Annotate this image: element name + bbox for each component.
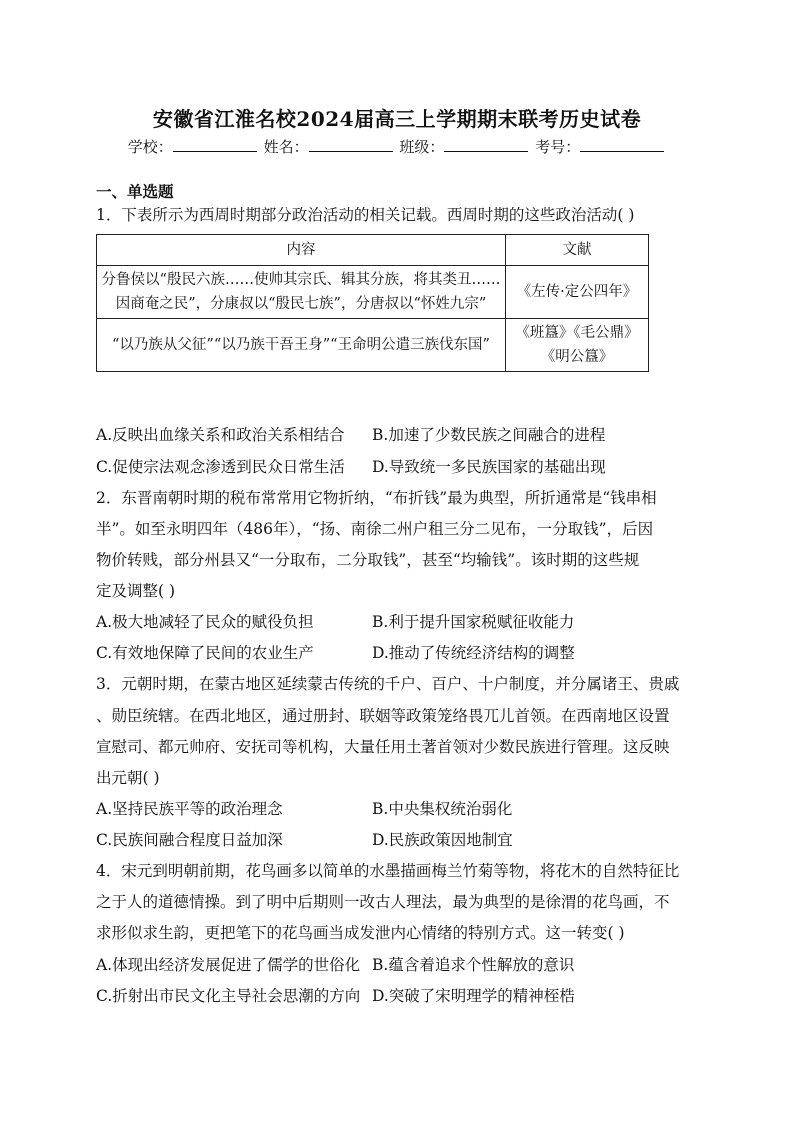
q2-line-2: 半”。如至永明四年（486年），“扬、南徐二州户租三分二见布，一分取钱”，后因: [96, 520, 654, 538]
q1-option-d: D.导致统一多民族国家的基础出现: [372, 458, 606, 476]
q1-option-a: A.反映出血缘关系和政治关系相结合: [96, 426, 345, 444]
q4-line-2: 之于人的道德情操。到了明中后期则一改古人理法，最为典型的是徐渭的花鸟画，不: [96, 893, 670, 911]
q4-line-1: 4．宋元到明朝前期，花鸟画多以简单的水墨描画梅兰竹菊等物，将花木的自然特征比: [96, 862, 680, 880]
table-row: [97, 319, 649, 372]
q3-option-b: B.中央集权统治弱化: [372, 800, 513, 818]
q1-option-b: B.加速了少数民族之间融合的进程: [372, 426, 606, 444]
exam-no-blank: [580, 137, 664, 152]
q1-option-c: C.促使宗法观念渗透到民众日常生活: [96, 458, 345, 476]
table-cell-content: 分鲁侯以“殷民六族……使帅其宗氏、辑其分族，将其类丑……因商奄之民”，分康叔以“殷民七族”，分唐叔以“怀姓九宗”: [97, 266, 506, 319]
q3-line-1: 3．元朝时期，在蒙古地区延续蒙古传统的千户、百户、十户制度，并分属诸王、贵戚: [96, 675, 680, 693]
name-blank: [309, 137, 393, 152]
class-blank: [444, 137, 528, 152]
table-cell-source: 《班簋》《毛公鼎》《明公簋》: [506, 319, 649, 372]
table-cell-source: 《左传·定公四年》: [506, 266, 649, 319]
q3-line-2: 、勋臣统辖。在西北地区，通过册封、联姻等政策笼络畏兀儿首领。在西南地区设置: [96, 707, 670, 725]
q2-option-d: D.推动了传统经济结构的调整: [372, 644, 575, 662]
table-header-row: [97, 235, 649, 266]
school-blank: [173, 137, 257, 152]
q3-option-d: D.民族政策因地制宜: [372, 831, 513, 849]
table-row: [97, 266, 649, 319]
student-info-line: [0, 136, 794, 157]
section-heading: 一、单选题: [96, 182, 174, 201]
q3-line-4: 出元朝( ): [96, 769, 160, 787]
q2-option-a: A.极大地减轻了民众的赋役负担: [96, 613, 314, 631]
q1-stem: 1．下表所示为西周时期部分政治活动的相关记载。西周时期的这些政治活动( ): [96, 206, 635, 224]
q2-option-b: B.利于提升国家税赋征收能力: [372, 613, 575, 631]
q1-source-table: [96, 234, 649, 372]
exam-title: 安徽省江淮名校2024届高三上学期期末联考历史试卷: [152, 107, 642, 131]
q4-option-d: D.突破了宋明理学的精神桎梏: [372, 987, 575, 1005]
q4-option-b: B.蕴含着追求个性解放的意识: [372, 956, 575, 974]
q4-option-c: C.折射出市民文化主导社会思潮的方向: [96, 987, 361, 1005]
table-header-source: 文献: [506, 235, 649, 266]
q2-line-3: 物价转贱，部分州县又“一分取布，二分取钱”，甚至“均输钱”。该时期的这些规: [96, 551, 640, 569]
exam-no-label: 考号：: [535, 138, 581, 156]
class-label: 班级：: [399, 138, 445, 156]
q2-line-4: 定及调整( ): [96, 582, 176, 600]
table-header-content: 内容: [97, 235, 506, 266]
school-label: 学校：: [127, 138, 173, 156]
q3-option-a: A.坚持民族平等的政治理念: [96, 800, 283, 818]
q4-option-a: A.体现出经济发展促进了儒学的世俗化: [96, 956, 361, 974]
q3-option-c: C.民族间融合程度日益加深: [96, 831, 283, 849]
name-label: 姓名：: [263, 138, 309, 156]
q3-line-3: 宣慰司、都元帅府、安抚司等机构，大量任用土著首领对少数民族进行管理。这反映: [96, 738, 670, 756]
q2-line-1: 2．东晋南朝时期的税布常常用它物折纳，“布折钱”最为典型，所折通常是“钱串相: [96, 489, 657, 507]
q2-option-c: C.有效地保障了民间的农业生产: [96, 644, 314, 662]
q4-line-3: 求形似求生韵，更把笔下的花鸟画当成发泄内心情绪的特别方式。这一转变( ): [96, 924, 625, 942]
table-cell-content: “以乃族从父征”“以乃族干吾王身”“王命明公遣三族伐东国”: [97, 319, 506, 372]
